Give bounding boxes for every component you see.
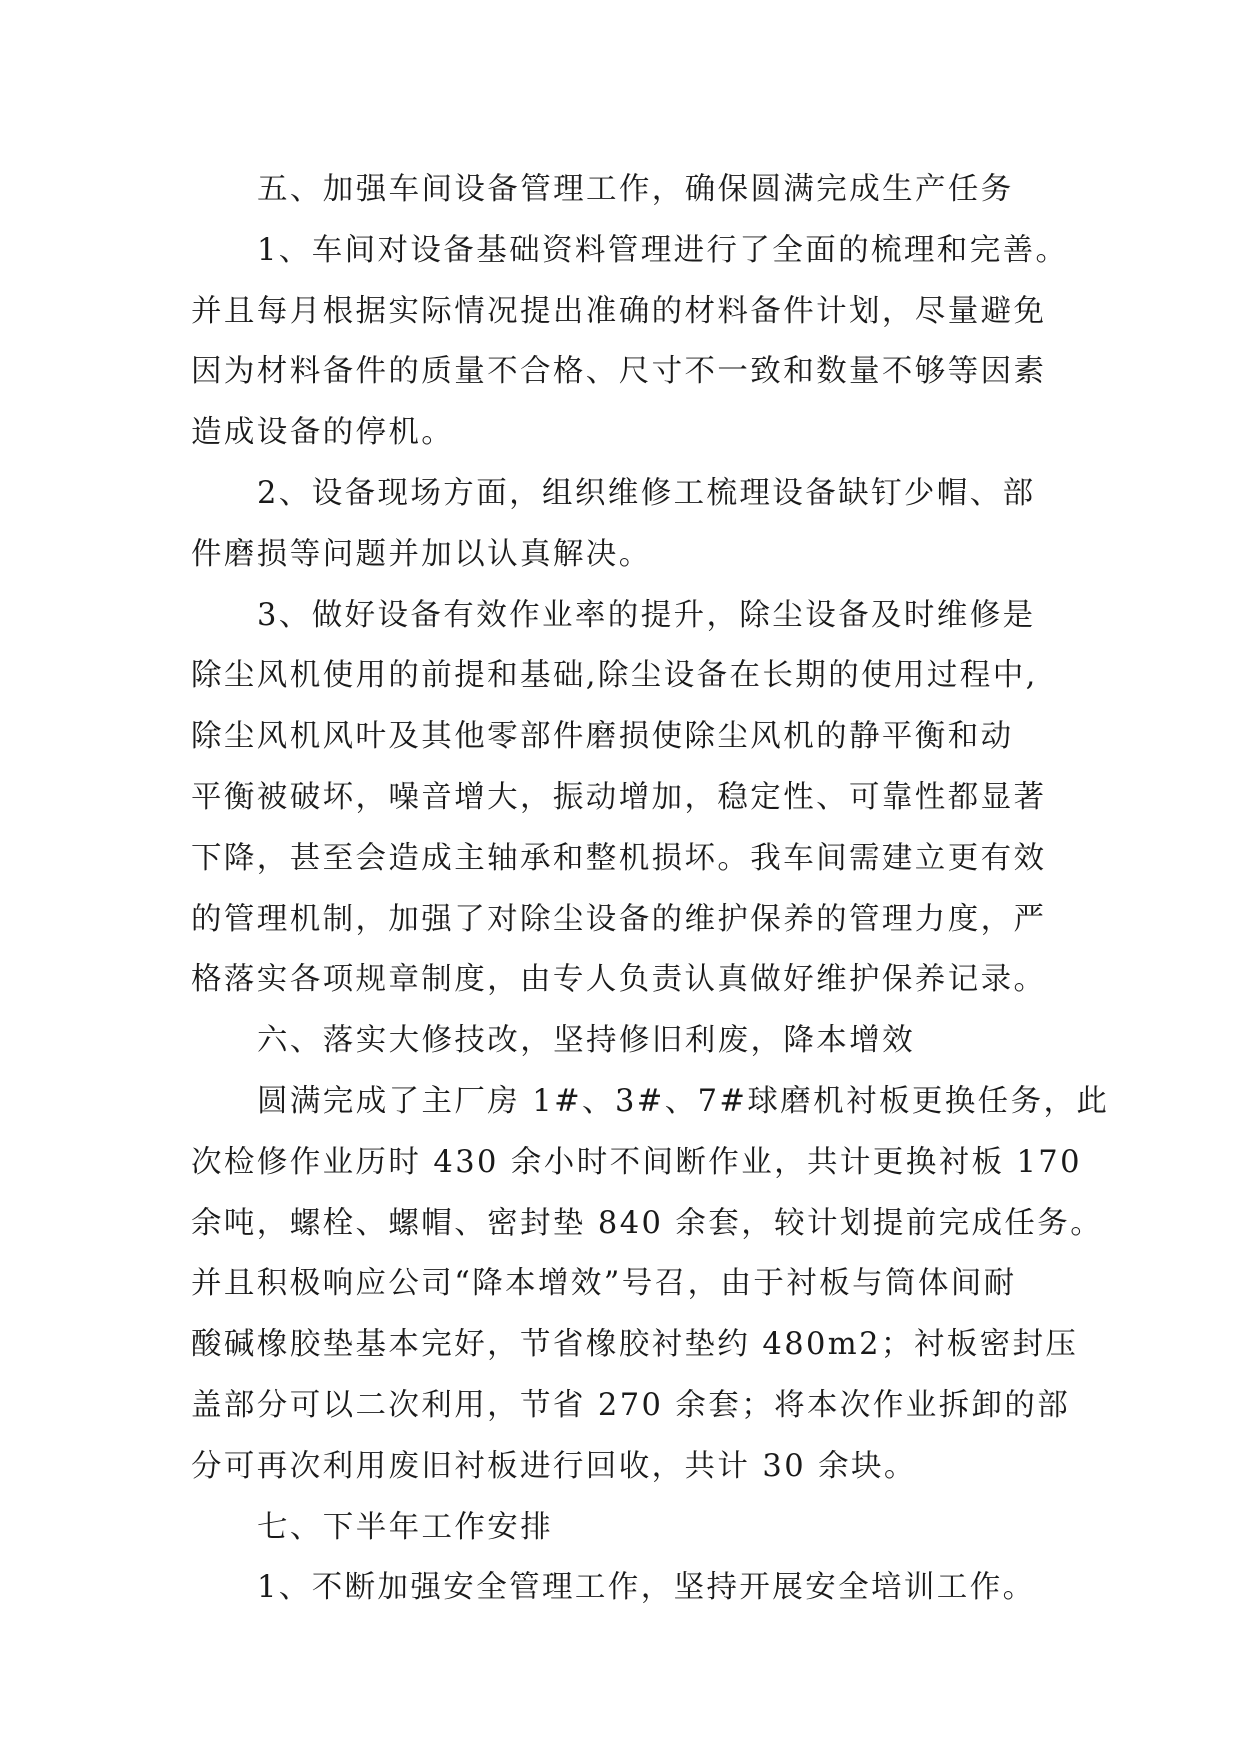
section-heading-6: 六、落实大修技改，坚持修旧利废，降本增效 <box>257 1023 915 1059</box>
document-body <box>191 160 1110 1619</box>
paragraph-line: 并且积极响应公司“降本增效”号召，由于衬板与筒体间耐 <box>191 1266 1017 1302</box>
section-heading-5: 五、加强车间设备管理工作，确保圆满完成生产任务 <box>257 172 1014 207</box>
paragraph-line: 下降，甚至会造成主轴承和整机损坏。我车间需建立更有效 <box>191 840 1047 876</box>
section-heading-7: 七、下半年工作安排 <box>257 1509 554 1545</box>
paragraph-line: 因为材料备件的质量不合格、尺寸不一致和数量不够等因素 <box>191 354 1047 390</box>
paragraph-line: 余吨，螺栓、螺帽、密封垫 840 余套，较计划提前完成任务。 <box>191 1205 1104 1241</box>
paragraph-line: 次检修作业历时 430 余小时不间断作业，共计更换衬板 170 <box>191 1144 1082 1180</box>
paragraph-line: 平衡被破坏，噪音增大，振动增加，稳定性、可靠性都显著 <box>191 779 1047 815</box>
paragraph-line: 分可再次利用废旧衬板进行回收，共计 30 余块。 <box>191 1448 917 1484</box>
paragraph-line: 3、做好设备有效作业率的提升，除尘设备及时维修是 <box>257 597 1036 633</box>
paragraph-line: 酸碱橡胶垫基本完好，节省橡胶衬垫约 480m2；衬板密封压 <box>191 1327 1079 1363</box>
paragraph-line: 造成设备的停机。 <box>191 415 455 451</box>
paragraph-line: 并且每月根据实际情况提出准确的材料备件计划，尽量避免 <box>191 293 1047 329</box>
paragraph-line: 2、设备现场方面，组织维修工梳理设备缺钉少帽、部 <box>257 475 1036 511</box>
paragraph-line: 1、车间对设备基础资料管理进行了全面的梳理和完善。 <box>257 232 1069 268</box>
paragraph-line: 除尘风机使用的前提和基础,除尘设备在长期的使用过程中, <box>191 658 1038 694</box>
paragraph-line: 的管理机制，加强了对除尘设备的维护保养的管理力度，严 <box>191 901 1047 937</box>
paragraph-line: 除尘风机风叶及其他零部件磨损使除尘风机的静平衡和动 <box>191 719 1014 755</box>
paragraph-line: 1、不断加强安全管理工作，坚持开展安全培训工作。 <box>257 1570 1036 1606</box>
paragraph-line: 盖部分可以二次利用，节省 270 余套；将本次作业拆卸的部 <box>191 1387 1071 1423</box>
paragraph-line: 件磨损等问题并加以认真解决。 <box>191 536 652 572</box>
paragraph-line: 圆满完成了主厂房 1#、3#、7#球磨机衬板更换任务，此 <box>257 1083 1110 1119</box>
paragraph-line: 格落实各项规章制度，由专人负责认真做好维护保养记录。 <box>191 962 1047 998</box>
